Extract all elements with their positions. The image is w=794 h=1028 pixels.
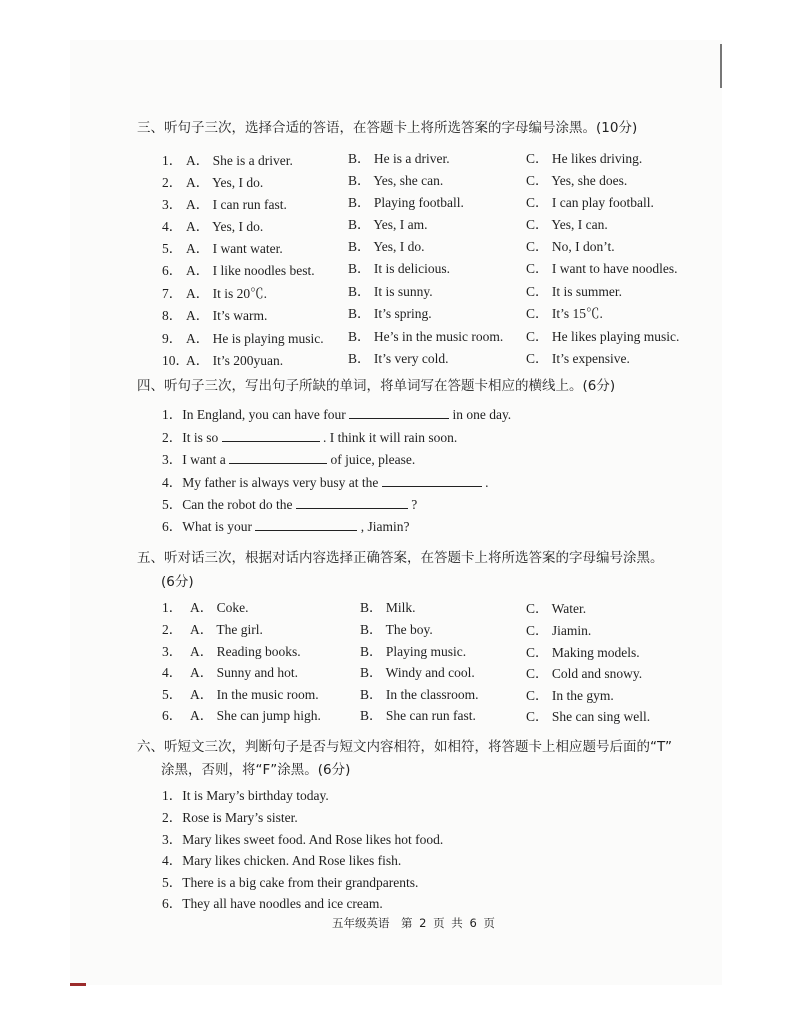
sentence-start: My father is always very busy at the bbox=[182, 475, 379, 490]
option-a: A． Reading books. bbox=[190, 644, 301, 659]
sentence-start: I want a bbox=[182, 452, 226, 467]
statement-text: Mary likes sweet food. And Rose likes hot food. bbox=[182, 832, 444, 847]
statement-text: There is a big cake from their grandparents. bbox=[182, 875, 419, 890]
section-5-score: (6分) bbox=[161, 574, 194, 590]
option-c: C． Cold and snowy. bbox=[526, 666, 643, 681]
option-c: C． She can sing well. bbox=[526, 709, 651, 724]
answer-blank bbox=[349, 406, 449, 419]
section-4-heading: 四、听句子三次，写出句子所缺的单词，将单词写在答题卡相应的横线上。(6分) bbox=[137, 378, 616, 394]
option-a: A． Coke. bbox=[190, 600, 249, 615]
option-c: C． No, I don’t. bbox=[526, 239, 615, 254]
fill-blank-item bbox=[162, 471, 488, 491]
question-number: 9． bbox=[162, 331, 183, 346]
option-c: C． He likes playing music. bbox=[526, 329, 680, 344]
question-number: 3． bbox=[162, 644, 183, 659]
sentence-end: , Jiamin? bbox=[360, 519, 410, 534]
option-a: A． I like noodles best. bbox=[186, 263, 315, 278]
option-a: A． She is a driver. bbox=[186, 153, 293, 168]
option-c: C． It’s 15℃. bbox=[526, 306, 603, 321]
option-a: A． Yes, I do. bbox=[186, 219, 264, 234]
sentence-end: ? bbox=[411, 497, 418, 512]
option-a: A． She can jump high. bbox=[190, 708, 321, 723]
option-b: B． In the classroom. bbox=[360, 687, 479, 702]
sentence-end: of juice, please. bbox=[330, 452, 416, 467]
question-number: 6． bbox=[162, 896, 183, 911]
option-b: B． Milk. bbox=[360, 600, 416, 615]
option-b: B． The boy. bbox=[360, 622, 433, 637]
fill-blank-item bbox=[162, 515, 410, 535]
option-b: B． He’s in the music room. bbox=[348, 329, 504, 344]
answer-blank bbox=[382, 474, 482, 487]
question-number: 4． bbox=[162, 665, 183, 680]
question-number: 8． bbox=[162, 308, 183, 323]
question-number: 5． bbox=[162, 875, 183, 890]
option-c: C． Yes, she does. bbox=[526, 173, 628, 188]
question-number: 6． bbox=[162, 708, 183, 723]
question-number: 2． bbox=[162, 810, 183, 825]
scan-corner-mark bbox=[70, 983, 86, 986]
option-b: B． It’s spring. bbox=[348, 306, 432, 321]
answer-blank bbox=[255, 518, 357, 531]
true-false-statement bbox=[162, 806, 298, 826]
question-number: 5． bbox=[162, 497, 183, 512]
option-c: C． It is summer. bbox=[526, 284, 623, 299]
fill-blank-item bbox=[162, 426, 457, 446]
option-b: B． Yes, she can. bbox=[348, 173, 444, 188]
option-a: A． I want water. bbox=[186, 241, 283, 256]
option-a: A． In the music room. bbox=[190, 687, 319, 702]
question-number: 2． bbox=[162, 622, 183, 637]
question-number: 3． bbox=[162, 452, 183, 467]
question-number: 2． bbox=[162, 175, 183, 190]
option-b: B． It is sunny. bbox=[348, 284, 433, 299]
page-footer: 五年级英语 第 2 页 共 6 页 bbox=[332, 916, 495, 930]
question-number: 3． bbox=[162, 197, 183, 212]
option-b: B． Windy and cool. bbox=[360, 665, 475, 680]
true-false-statement bbox=[162, 849, 401, 869]
fill-blank-item bbox=[162, 403, 511, 423]
fill-blank-item bbox=[162, 448, 415, 468]
option-c: C． Making models. bbox=[526, 645, 640, 660]
option-b: B． He is a driver. bbox=[348, 151, 450, 166]
option-a: A． Yes, I do. bbox=[186, 175, 264, 190]
option-c: C． It’s expensive. bbox=[526, 351, 630, 366]
statement-text: It is Mary’s birthday today. bbox=[182, 788, 329, 803]
option-c: C． In the gym. bbox=[526, 688, 614, 703]
question-number: 6． bbox=[162, 263, 183, 278]
option-b: B． Yes, I do. bbox=[348, 239, 425, 254]
sentence-end: in one day. bbox=[452, 407, 512, 422]
option-a: A． I can run fast. bbox=[186, 197, 287, 212]
answer-blank bbox=[222, 429, 320, 442]
option-a: A． It’s warm. bbox=[186, 308, 268, 323]
question-number: 1． bbox=[162, 600, 183, 615]
option-c: C． Jiamin. bbox=[526, 623, 592, 638]
question-number: 4． bbox=[162, 853, 183, 868]
sentence-end: . bbox=[485, 475, 489, 490]
option-b: B． It is delicious. bbox=[348, 261, 450, 276]
option-a: A． He is playing music. bbox=[186, 331, 324, 346]
question-number: 5． bbox=[162, 241, 183, 256]
sentence-start: It is so bbox=[182, 430, 219, 445]
option-a: A． Sunny and hot. bbox=[190, 665, 298, 680]
question-number: 2． bbox=[162, 430, 183, 445]
question-number: 7． bbox=[162, 286, 183, 301]
true-false-statement bbox=[162, 892, 383, 912]
answer-blank bbox=[229, 451, 327, 464]
fill-blank-item bbox=[162, 493, 417, 513]
sentence-start: Can the robot do the bbox=[182, 497, 293, 512]
question-number: 5． bbox=[162, 687, 183, 702]
true-false-statement bbox=[162, 784, 329, 804]
option-b: B． Playing football. bbox=[348, 195, 464, 210]
option-c: C． Yes, I can. bbox=[526, 217, 608, 232]
option-b: B． Playing music. bbox=[360, 644, 467, 659]
option-a: A． The girl. bbox=[190, 622, 263, 637]
option-b: B． It’s very cold. bbox=[348, 351, 449, 366]
statement-text: They all have noodles and ice cream. bbox=[182, 896, 383, 911]
true-false-statement bbox=[162, 871, 418, 891]
question-number: 1． bbox=[162, 407, 183, 422]
question-number: 1． bbox=[162, 788, 183, 803]
question-number: 3． bbox=[162, 832, 183, 847]
true-false-statement bbox=[162, 828, 443, 848]
option-a: A． It is 20℃. bbox=[186, 286, 267, 301]
section-6-heading-line2: 涂黑，否则，将“F”涂黑。(6分) bbox=[161, 762, 351, 778]
question-number: 1． bbox=[162, 153, 183, 168]
question-number: 4． bbox=[162, 219, 183, 234]
question-number: 6． bbox=[162, 519, 183, 534]
section-5-heading: 五、听对话三次，根据对话内容选择正确答案，在答题卡上将所选答案的字母编号涂黑。 bbox=[137, 550, 664, 566]
sentence-start: In England, you can have four bbox=[182, 407, 346, 422]
option-c: C． He likes driving. bbox=[526, 151, 643, 166]
option-a: A． It’s 200yuan. bbox=[186, 353, 284, 368]
option-c: C． I want to have noodles. bbox=[526, 261, 678, 276]
option-b: B． Yes, I am. bbox=[348, 217, 428, 232]
question-number: 10． bbox=[162, 353, 189, 368]
statement-text: Rose is Mary’s sister. bbox=[182, 810, 298, 825]
section-3-heading: 三、听句子三次，选择合适的答语，在答题卡上将所选答案的字母编号涂黑。(10分) bbox=[137, 120, 638, 136]
sentence-end: . I think it will rain soon. bbox=[323, 430, 458, 445]
sentence-start: What is your bbox=[182, 519, 252, 534]
statement-text: Mary likes chicken. And Rose likes fish. bbox=[182, 853, 402, 868]
option-c: C． Water. bbox=[526, 601, 587, 616]
answer-blank bbox=[296, 496, 408, 509]
section-6-heading: 六、听短文三次，判断句子是否与短文内容相符，如相符，将答题卡上相应题号后面的“T” bbox=[137, 739, 672, 755]
scan-edge-mark bbox=[720, 44, 722, 88]
option-c: C． I can play football. bbox=[526, 195, 654, 210]
question-number: 4． bbox=[162, 475, 183, 490]
option-b: B． She can run fast. bbox=[360, 708, 476, 723]
